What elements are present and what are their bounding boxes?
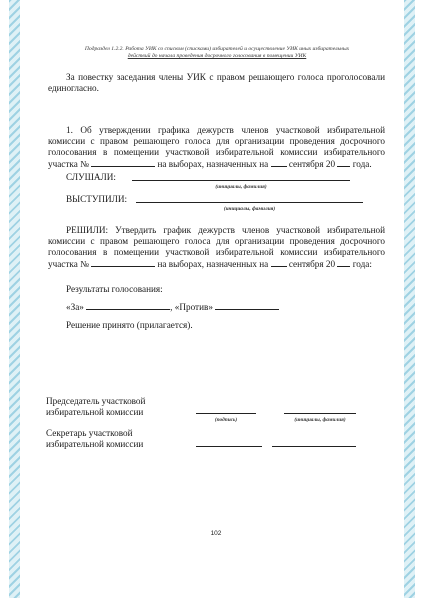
decorative-border-left bbox=[9, 0, 20, 598]
item-text-middle: на выборах, назначенных на bbox=[157, 158, 269, 169]
chair-name-hint: (инициалы, фамилия) bbox=[294, 417, 346, 423]
decision-made: Решение принято (прилагается). bbox=[66, 320, 193, 330]
agenda-item-paragraph bbox=[48, 125, 385, 170]
vote-for-blank[interactable] bbox=[86, 302, 170, 310]
item-text-before: 1. Об утверждении графика дежурств членов участковой избирательной комиссии с правом решающего голоса для организации проведения досрочного голосования в помещении участковой избирательной комиссии избирательного участка № bbox=[48, 125, 385, 169]
page-number: 102 bbox=[210, 530, 222, 537]
agenda-vote-paragraph: За повестку заседания члены УИК с правом решающего голоса проголосовали единогласно. bbox=[48, 72, 385, 94]
chair-sign-hint: (подпись) bbox=[214, 417, 238, 423]
secretary-label: Секретарь участковой избирательной комиссии bbox=[46, 428, 144, 450]
decision-day-blank[interactable] bbox=[271, 259, 287, 267]
decorative-border-right bbox=[404, 0, 415, 598]
secretary-name-blank[interactable] bbox=[272, 446, 356, 447]
decision-precinct-blank[interactable] bbox=[91, 259, 155, 267]
decision-text-middle: на выборах, назначенных на bbox=[157, 258, 269, 269]
vote-against-blank[interactable] bbox=[215, 302, 279, 310]
secretary-signature-blank[interactable] bbox=[196, 446, 262, 447]
spoke-label: ВЫСТУПИЛИ: bbox=[66, 194, 128, 204]
decision-text-end: года: bbox=[352, 258, 372, 269]
heard-hint: (инициалы, фамилия) bbox=[215, 184, 267, 190]
vote-against-label: , «Против» bbox=[170, 302, 213, 312]
day-blank[interactable] bbox=[271, 159, 287, 167]
header-line-2: действий до начала проведения досрочного голосования в помещении УИК bbox=[127, 53, 307, 60]
chair-signature-blank[interactable] bbox=[196, 413, 256, 414]
spoke-blank[interactable] bbox=[136, 202, 363, 203]
item-text-month: сентября 20 bbox=[288, 158, 336, 169]
vote-results-title: Результаты голосования: bbox=[66, 284, 163, 294]
vote-for-label: «За» bbox=[66, 302, 84, 312]
section-header bbox=[58, 46, 376, 61]
decision-paragraph bbox=[48, 225, 385, 270]
decision-text-before: РЕШИЛИ: Утвердить график дежурств членов участковой избирательной комиссии с правом решающего голоса для организации проведения досрочного голосования в помещении участковой избирательной комиссии избирательного участка № bbox=[48, 225, 385, 269]
header-line-1: Подраздел 1.2.2. Работа УИК со списком (списками) избирателей и осуществление УИК иных избирательных bbox=[84, 46, 350, 52]
precinct-number-blank[interactable] bbox=[91, 159, 155, 167]
chair-label: Председатель участковой избирательной комиссии bbox=[46, 396, 146, 418]
item-text-end: года. bbox=[352, 158, 372, 169]
decision-text-month: сентября 20 bbox=[288, 258, 336, 269]
heard-label: СЛУШАЛИ: bbox=[66, 172, 116, 182]
heard-blank[interactable] bbox=[132, 180, 350, 181]
year-blank[interactable] bbox=[337, 159, 350, 167]
spoke-hint: (инициалы, фамилия) bbox=[223, 206, 276, 212]
decision-year-blank[interactable] bbox=[337, 259, 350, 267]
vote-results-line bbox=[66, 302, 279, 313]
chair-name-blank[interactable] bbox=[284, 413, 356, 414]
